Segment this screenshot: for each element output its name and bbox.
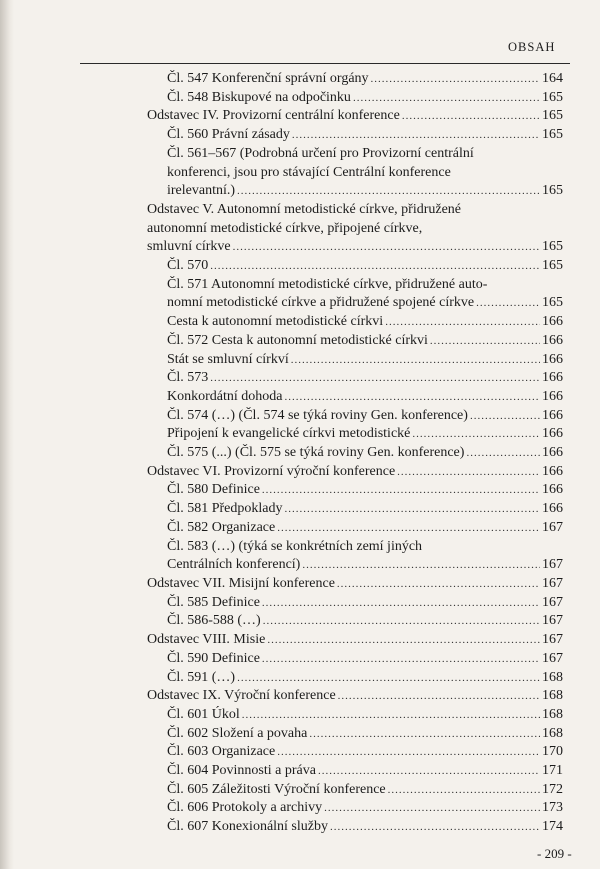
toc-page-number: 164 <box>542 71 563 86</box>
toc-section-entry <box>0 575 600 594</box>
toc-page-number: 165 <box>542 258 563 274</box>
toc-article-entry <box>0 407 600 426</box>
toc-entry-title: Odstavec V. Autonomní metodistické církve, přidružené <box>147 201 462 217</box>
toc-entry-title: konferenci, jsou pro stávající Centrální konference <box>167 164 451 180</box>
dot-leader <box>284 388 540 407</box>
dot-leader <box>353 89 540 108</box>
toc-page-number: 165 <box>542 239 563 255</box>
toc-article-entry <box>0 538 600 575</box>
dot-leader <box>263 612 540 631</box>
dot-leader <box>277 743 540 762</box>
dot-leader <box>337 575 540 594</box>
toc-entry-title: Odstavec IV. Provizorní centrální konference <box>147 108 400 124</box>
toc-page-number: 166 <box>542 426 563 442</box>
toc-page-number: 167 <box>542 575 563 591</box>
toc-page-number: 165 <box>542 127 563 143</box>
running-head: OBSAH <box>508 40 556 54</box>
toc-page-number: 168 <box>542 725 563 741</box>
toc-page-number: 171 <box>542 763 563 779</box>
dot-leader <box>318 762 540 781</box>
toc-entry-title: nomní metodistické církve a přidružené spojené církve <box>167 295 475 311</box>
toc-page-number: 173 <box>542 800 563 816</box>
dot-leader <box>324 799 540 818</box>
toc-article-entry <box>0 818 600 837</box>
toc-entry-title: Čl. 601 Úkol <box>167 706 240 722</box>
toc-entry-title: Odstavec VII. Misijní konference <box>147 575 335 591</box>
dot-leader <box>237 182 540 201</box>
toc-entry-title: Centrálních konferencí) <box>167 557 301 573</box>
dot-leader <box>388 781 540 800</box>
toc-entry-title: smluvní církve <box>147 239 231 255</box>
page-number: - 209 - <box>537 846 572 861</box>
dot-leader <box>262 594 540 613</box>
toc-article-entry <box>0 351 600 370</box>
toc-article-entry <box>0 313 600 332</box>
toc-page-number: 166 <box>542 482 563 498</box>
dot-leader <box>302 556 540 575</box>
toc-article-entry <box>0 481 600 500</box>
toc-entry-title: Čl. 560 Právní zásady <box>167 127 290 143</box>
dot-leader <box>397 463 540 482</box>
toc-entry-title: Připojení k evangelické církvi metodistické <box>167 426 411 442</box>
toc-entry-title: Čl. 590 Definice <box>167 650 260 666</box>
toc-page-number: 167 <box>542 650 563 666</box>
toc-article-entry <box>0 781 600 800</box>
toc-entry-title: Odstavec IX. Výroční konference <box>147 688 336 704</box>
toc-page-number: 168 <box>542 669 563 685</box>
toc-page-number: 165 <box>542 89 563 105</box>
toc-page-number: 167 <box>542 519 563 535</box>
toc-entry-title: Čl. 574 (…) (Čl. 574 se týká roviny Gen. konference) <box>167 407 468 423</box>
toc-article-entry <box>0 89 600 108</box>
dot-leader <box>242 706 540 725</box>
dot-leader <box>277 519 540 538</box>
toc-section-entry <box>0 463 600 482</box>
dot-leader <box>338 687 540 706</box>
toc-article-entry <box>0 799 600 818</box>
dot-leader <box>412 425 540 444</box>
toc-entry-title: Čl. 606 Protokoly a archivy <box>167 800 323 816</box>
toc-entry-title: Čl. 605 Záležitosti Výroční konference <box>167 781 386 797</box>
toc-article-entry <box>0 743 600 762</box>
toc-article-entry <box>0 612 600 631</box>
toc-article-entry <box>0 257 600 276</box>
dot-leader <box>330 818 540 837</box>
toc-page-number: 166 <box>542 351 563 367</box>
toc-entry-title: Čl. 575 (...) (Čl. 575 se týká roviny Gen. konference) <box>167 445 465 461</box>
dot-leader <box>470 407 540 426</box>
toc-page-number: 167 <box>542 613 563 629</box>
toc-entry-title: Čl. 573 <box>167 370 209 386</box>
toc-entry-title: Cesta k autonomní metodistické církvi <box>167 314 384 330</box>
toc-article-entry <box>0 388 600 407</box>
toc-section-entry <box>0 631 600 650</box>
dot-leader <box>237 669 540 688</box>
toc-entry-title: Stát se smluvní církví <box>167 351 289 367</box>
toc-entry-title: Čl. 581 Předpoklady <box>167 501 283 517</box>
toc-entry-title: Čl. 602 Složení a povaha <box>167 725 308 741</box>
toc-page-number: 166 <box>542 314 563 330</box>
header-rule <box>80 63 570 64</box>
dot-leader <box>430 332 540 351</box>
toc-entry-title: Čl. 561–567 (Podrobná určení pro Provizorní centrální <box>167 145 474 161</box>
dot-leader <box>476 294 540 313</box>
toc-entry-title: Čl. 604 Povinnosti a práva <box>167 763 316 779</box>
toc-article-entry <box>0 725 600 744</box>
toc-entry-title: Čl. 570 <box>167 258 209 274</box>
toc-section-entry <box>0 687 600 706</box>
toc-article-entry <box>0 594 600 613</box>
toc-entry-title: Čl. 548 Biskupové na odpočinku <box>167 89 351 105</box>
toc-page-number: 165 <box>542 295 563 311</box>
toc-article-entry <box>0 126 600 145</box>
toc-article-entry <box>0 332 600 351</box>
toc-entry-title: Čl. 583 (…) (týká se konkrétních zemí jiných <box>167 538 423 554</box>
toc-page-number: 166 <box>542 463 563 479</box>
toc-entry-title: Konkordátní dohoda <box>167 388 283 404</box>
toc-entry-title: Čl. 582 Organizace <box>167 519 276 535</box>
toc-entry-title: Čl. 572 Cesta k autonomní metodistické církvi <box>167 332 428 348</box>
dot-leader <box>262 650 540 669</box>
dot-leader <box>285 500 541 519</box>
toc-entry-title: Čl. 585 Definice <box>167 594 260 610</box>
toc-article-entry <box>0 762 600 781</box>
toc-article-entry <box>0 500 600 519</box>
toc-page-number: 166 <box>542 445 563 461</box>
table-of-contents <box>0 70 600 837</box>
dot-leader <box>262 481 540 500</box>
toc-article-entry <box>0 444 600 463</box>
toc-page-number: 166 <box>542 501 563 517</box>
toc-article-entry <box>0 650 600 669</box>
dot-leader <box>291 351 540 370</box>
toc-entry-title: Čl. 547 Konferenční správní orgány <box>167 71 369 86</box>
toc-page-number: 167 <box>542 594 563 610</box>
dot-leader <box>210 257 540 276</box>
toc-article-entry <box>0 70 600 89</box>
toc-page-number: 165 <box>542 108 563 124</box>
toc-entry-title: autonomní metodistické církve, připojené církve, <box>147 220 423 236</box>
toc-article-entry <box>0 706 600 725</box>
toc-entry-title: Čl. 571 Autonomní metodistické církve, přidružené auto- <box>167 276 488 292</box>
toc-article-entry <box>0 276 600 313</box>
toc-entry-title: Čl. 607 Konexionální služby <box>167 819 328 835</box>
dot-leader <box>267 631 540 650</box>
toc-section-entry <box>0 107 600 126</box>
dot-leader <box>385 313 540 332</box>
toc-page-number: 174 <box>542 819 563 835</box>
toc-entry-title: Čl. 603 Organizace <box>167 744 276 760</box>
toc-entry-title: Čl. 580 Definice <box>167 482 260 498</box>
dot-leader <box>292 126 540 145</box>
toc-page-number: 166 <box>542 388 563 404</box>
toc-page-number: 165 <box>542 183 563 199</box>
toc-entry-title: Odstavec VIII. Misie <box>147 632 266 648</box>
dot-leader <box>233 238 540 257</box>
toc-page-number: 167 <box>542 557 563 573</box>
toc-page-number: 167 <box>542 632 563 648</box>
dot-leader <box>309 725 540 744</box>
toc-article-entry <box>0 369 600 388</box>
dot-leader <box>371 70 540 89</box>
toc-page-number: 168 <box>542 706 563 722</box>
dot-leader <box>210 369 540 388</box>
toc-entry-title: Čl. 591 (…) <box>167 669 236 685</box>
toc-page-number: 166 <box>542 370 563 386</box>
toc-section-entry <box>0 201 600 257</box>
toc-page-number: 172 <box>542 781 563 797</box>
toc-page-number: 166 <box>542 407 563 423</box>
toc-article-entry <box>0 669 600 688</box>
toc-article-entry <box>0 519 600 538</box>
toc-entry-title: Čl. 586-588 (…) <box>167 613 261 629</box>
toc-page-number: 168 <box>542 688 563 704</box>
toc-page-number: 170 <box>542 744 563 760</box>
toc-entry-title: Odstavec VI. Provizorní výroční konference <box>147 463 396 479</box>
toc-entry-title: irelevantní.) <box>167 183 236 199</box>
dot-leader <box>402 107 540 126</box>
dot-leader <box>466 444 540 463</box>
toc-page-number: 166 <box>542 332 563 348</box>
toc-article-entry <box>0 425 600 444</box>
toc-article-entry <box>0 145 600 201</box>
